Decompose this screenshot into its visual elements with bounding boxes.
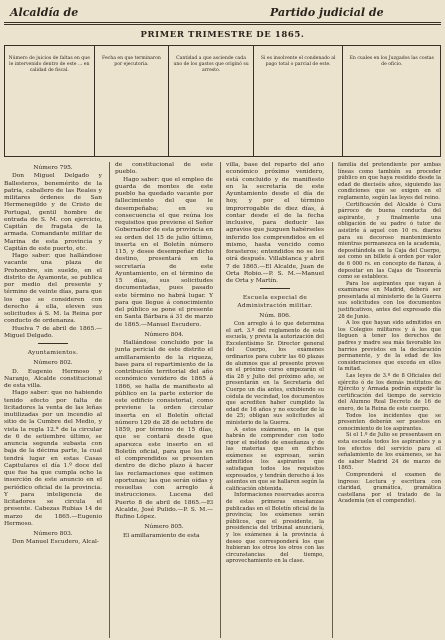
- header-rule-2: [4, 24, 441, 25]
- paragraph: Si el 1.º de Julio se presentasen en esta escuela todos los aspirantes y a los efectos del servicio para el señalamiento de los exámenes, se ha de saber Madrid 24 de marzo de 1865.: [338, 432, 441, 472]
- table-col-4: Si es insolvente el condenado al pago total o parcial de este.: [254, 46, 344, 156]
- column-divider: [109, 162, 110, 638]
- paragraph: Hago saber: que no habiendo tenido efecto por falta de licitadores la venta de las leñas inutilizadas por un incendio al sitio de la Cumbre del Medio, y vista la regla 12.ª de la circular de 6 de setiembre último, se anuncia segunda subasta con baja de la décima parte, la cual tendrá lugar en estas Casas Capitulares el día 1.º doce del que fue ha que cumpla ocho la inserción de este anuncio en el periódico oficial de la provincia. Y para inteligencia de licitadores se circula el presente. Cabezas Rubias 14 de marzo de 1865.—Eugenio Hermoso.: [4, 390, 102, 527]
- notice-number: Número 804.: [144, 331, 184, 338]
- notice-number: Número 802.: [33, 360, 73, 367]
- text-column-1: [4, 162, 102, 638]
- divider: [38, 343, 68, 344]
- section-heading: Ayuntamientos.: [27, 350, 79, 356]
- paragraph: Comprenderá el examen de ingreso: Lectura y escritura con claridad, gramática, gramática castellana por el tratado de la Academia (en el compendio).: [338, 471, 441, 505]
- paragraph: El amillaramiento de esta: [123, 532, 200, 539]
- table-col-1: Número de juicios de faltas en que le intervenido dentro de este ... en calidad de fiscal.: [5, 46, 95, 156]
- paragraph: D. Eugenio Hermoso y Naranjo, Alcalde constitucional de esta villa.: [4, 368, 102, 389]
- notice-number: Núm. 806.: [259, 312, 291, 319]
- paragraph: Certificación del Alcalde ó Cura párroco de buena conducta del aspirante, y finalmente una obligación de su padre ó tutor de asistirle á aquel con 10 rs. diarios para su decoroso mantenimiento mientras permanezca en la academia, depositándola en la Caja del Cuerpo, así como un billete á orden por valor de 6 000 rs. en concepto de fianza, á depositar en las Cajas de Tesorería como se establece.: [338, 201, 441, 281]
- trimester-title: PRIMER TRIMESTRE DE 1865.: [140, 30, 305, 40]
- table-col-2: Fecha en que terminaron por ejecutoria.: [95, 46, 170, 156]
- paragraph: Todos los incidentes que se presenten deberán ser puestos en conocimiento de los aspirantes.: [338, 412, 441, 432]
- paragraph: Hago saber: que hallándose vacante una plaza de Prohombre, sin sueldo, en el distrito de Ayamonte, se publica por medio del presente y término de veinte días, para que los que se consideren con derecho á ella, eleven sus solicitudes á S. M. la Reina por conducto de ordenanza.: [4, 253, 102, 325]
- notice-number: Número 805.: [144, 524, 184, 531]
- notice-number: Número 795.: [33, 165, 73, 171]
- paragraph: Huelva 7 de abril de 1865.—Miguel Delgado.: [4, 325, 102, 339]
- column-divider: [332, 162, 333, 638]
- header-partido: Partido judicial de: [270, 6, 384, 19]
- report-table: [4, 45, 441, 157]
- paragraph: Informaciones reservadas acerca de estas primeras enseñanzas publicadas en el Boletín oficial de la provincia; los exámenes serán públicos, que el presidente, la presidencia del tribunal anunciará, y los exámenes á la provincia á deseo que corresponderá los que hubieran los otros los otros con las circunstancias del tiempo, aprovechamiento en la clase.: [226, 492, 324, 565]
- divider: [260, 288, 290, 289]
- text-column-4: [338, 162, 441, 638]
- text-column-3: [226, 162, 324, 638]
- paragraph: Para los aspirantes que vayan á examinarse en Madrid, deberá ser presentada al ministerio de la Guerra sus solicitudes con los documentos justificativos, antes del expresado día 28 de Junio.: [338, 280, 441, 320]
- paragraph: A los que hayan sido admitidos en los Colegios militares y á los que lleguen á tener los derechos de padres y madre sea más favorable los barrios previstos en la declaración permanente, y de la edad de los consideraciones que exceda en ellos la mitad.: [338, 320, 441, 373]
- paragraph: de constitucional de este pueblo.: [115, 162, 213, 176]
- page-header: [0, 0, 445, 24]
- text-column-2: [115, 162, 213, 638]
- header-rule: [4, 22, 441, 23]
- paragraph: Hago saber: que el empleo de guarda de montes de este pueblo ha quedado vacante por fallecimiento del que le desempeñaba; en su consecuencia el que reúna los requisitos que previene el Señor Gobernador de esta provincia en su orden del 15 de julio último, inserta en el Boletín número 115, y desee desempeñar dicho destino, presentará en la secretaría de este Ayuntamiento, en el término de 15 días, sus solicitudes documentadas, pues pasado este término no habrá lugar. Y para que llegue á conocimiento del público se pone el presente en Santa Bárbara á 31 de marzo de 1865.—Manuel Escudero.: [115, 176, 213, 328]
- paragraph: A estos exámenes, en la que habrán de comprender con todo rigor el método de enseñanza y de las materias que en dichos exámenes se expresan, serán admitidos los aspirantes que satisfagan todos los requisitos expresados, y tendrán derecho á los asientos en que se hallaren según la calificación obtenida.: [226, 426, 324, 492]
- table-col-3: Cantidad a que asciende cada uno de los gastos que originó su arresto.: [169, 46, 254, 156]
- header-alcaldia: Alcaldía de: [10, 6, 79, 19]
- paragraph: Don Miguel Delgado y Ballesteros, benemérito de la patria, caballero de las Reales y militares órdenes de San Hermenegildo y de Cristo de Portugal, gentil hombre de entrada de S. M. con ejercicio, Capitán de fragata de la armada. Comandante militar de Marina de esta provincia y Capitán de este puerto, etc.: [4, 173, 102, 252]
- paragraph: Las leyes de 3.º de 8 Oficiales del ejército ó de los demás institutos de Ejército y Armada podrán expedir la certificación del tiempo de servicio del Alumno Real Decreto de 16 de enero, de la Reina de este cuerpo.: [338, 373, 441, 412]
- paragraph: Hallándose concluido por la junta pericial de este distrito el amillaramiento de la riqueza, base para el repartimiento de la contribución territorial del año económico venidero de 1865 á 1866, se halla de manifiesto al público en la parte exterior de este edificio consistorial, como previene la orden circular inserta en el Boletín oficial número 129 de 28 de octubre de 1859, por término de 15 días, que se contará desde que aparezca este inserto en el Boletín oficial, para que los en el comprendidos se presenten dentro de dicho plazo á hacer las reclamaciones que estimen oportunas; las que serán oídas y resueltas con arreglo á instrucciones. Lucena del Puerto 8 de abril de 1865.—El Alcalde, José Pulido.—P. S. M.—Rufino López.: [115, 340, 213, 520]
- paragraph: Con arreglo á lo que determina el art. 3.º del reglamento de esta escuela, y previa la autorización del Excelentísimo Sr. Director general del Cuerpo, los exámenes ordinarios para cubrir las 60 plazas de alumnos que al presente provee en el próximo curso empezarán el día 28 y Julio del próximo año, se presentarán en la Secretaría del Cuerpo un día antes, exhibiendo su cédula de vecindad, los documentos que acrediten haber cumplido la edad de 16 años y no exceder de la de 25; obligan sus solicitudes al ministerio de la Guerra.: [226, 321, 324, 426]
- paragraph: familia del pretendiente por ambas líneas como también su proceder público en que haya residido desde la edad de dieciséis años, siguiendo las condiciones que se exigen en el reglamento, según las leyes del reino.: [338, 162, 441, 201]
- notice-number: Número 803.: [33, 531, 73, 537]
- table-col-5: En cuales en los Juzgados las costas de oficio.: [349, 56, 434, 67]
- column-divider: [220, 162, 221, 638]
- section-heading: Escuela especial de Administración militar.: [237, 295, 313, 309]
- paragraph: Don Manuel Escudero, Alcal-: [12, 539, 99, 546]
- paragraph: villa, base del reparto del año económico próximo venidero, está concluido y de manifiesto en la secretaría de este Ayuntamiento desde el día de hoy, y por el término improrrogable de diez días, á contar desde el de la fecha inclusive, para deducir las agravios que juzguen habérseles inferido los comprendidos en el mismo, hasta vencido como forasteros; entendidos no se les oirá después. Villablanca y abril 7 de 1865.—El Alcalde, Juan de Orta Robio.—P. S. M.—Manuel de Orta y Martín.: [226, 162, 324, 284]
